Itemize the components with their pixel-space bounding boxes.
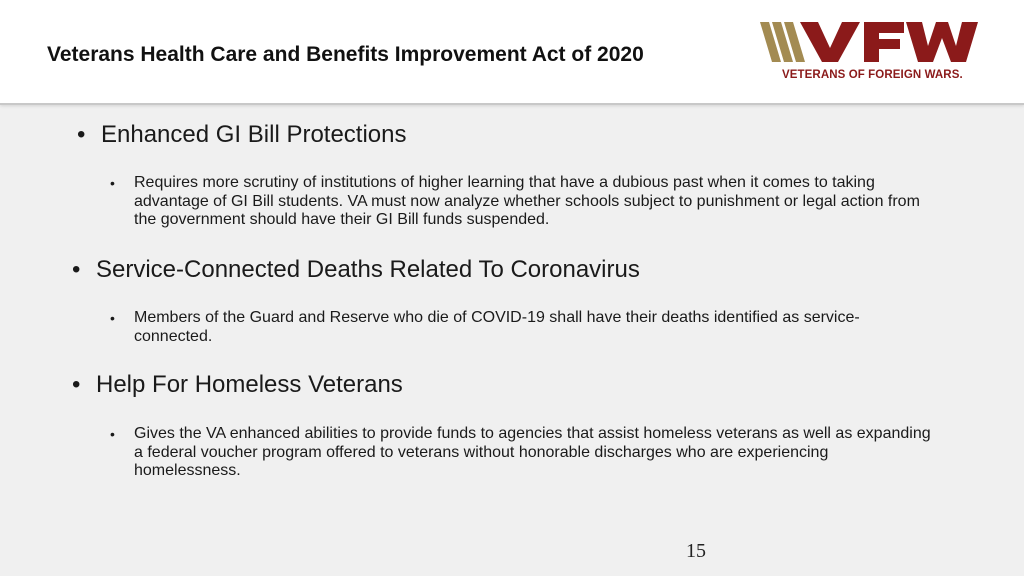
- bullet-icon: •: [110, 426, 115, 442]
- section-bullet-text: Members of the Guard and Reserve who die of COVID-19 shall have their deaths identified as service-connected.: [134, 309, 860, 345]
- section-bullet: [110, 174, 934, 230]
- page-number: 15: [686, 540, 706, 562]
- slide-title: Veterans Health Care and Benefits Improvement Act of 2020: [47, 43, 644, 66]
- section-heading-text: Enhanced GI Bill Protections: [101, 121, 407, 148]
- section-bullet-text: Gives the VA enhanced abilities to provide funds to agencies that assist homeless veterans as well as expanding a federal voucher program offered to veterans without honorable discharges who are experiencing homelessness.: [134, 425, 931, 479]
- bullet-icon: •: [72, 371, 81, 398]
- bullet-icon: •: [110, 310, 115, 326]
- section-heading: [72, 371, 403, 399]
- section-heading: [72, 256, 640, 284]
- bullet-icon: •: [77, 121, 86, 148]
- section-bullet: [110, 309, 934, 346]
- section-heading-text: Service-Connected Deaths Related To Coronavirus: [96, 256, 640, 283]
- section-heading-text: Help For Homeless Veterans: [96, 371, 403, 398]
- bullet-icon: •: [110, 175, 115, 191]
- section-bullet-text: Requires more scrutiny of institutions of higher learning that have a dubious past when it comes to taking advantage of GI Bill students. VA must now analyze whether schools subject to punishment or legal action from the government should have their GI Bill funds suspended.: [134, 174, 920, 228]
- section-heading: [77, 121, 407, 149]
- section-bullet: [110, 425, 934, 481]
- bullet-icon: •: [72, 256, 81, 283]
- vfw-logo-tagline: VETERANS OF FOREIGN WARS.: [782, 69, 963, 81]
